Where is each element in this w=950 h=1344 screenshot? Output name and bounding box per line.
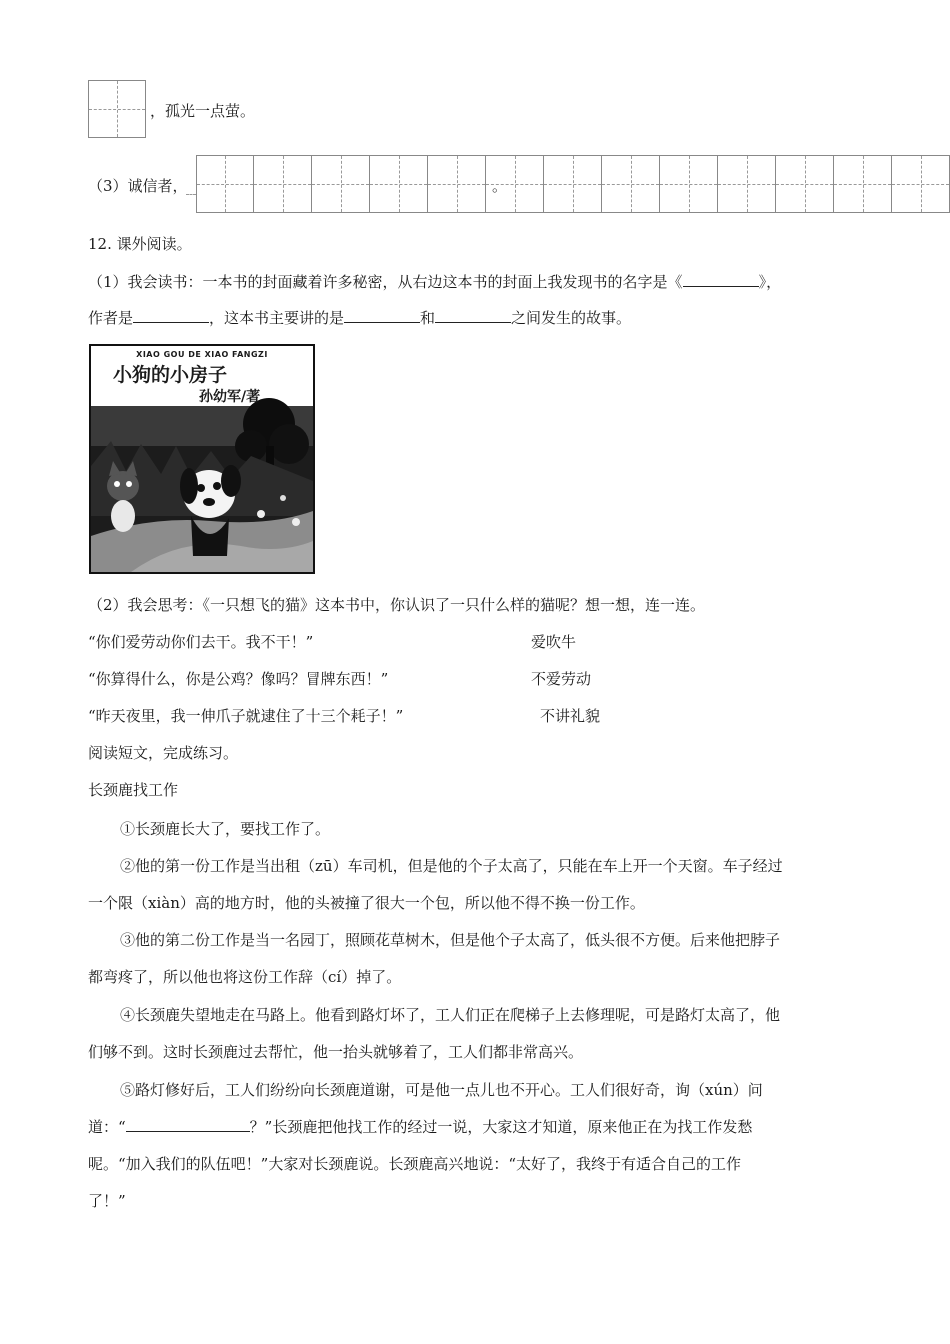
paragraph-5-text-b: ？”长颈鹿把他找工作的经过一说，大家这才知道，原来他正在为找工作发愁 xyxy=(249,1118,753,1136)
paragraph-3-line-1: ③他的第二份工作是当一名园丁，照顾花草树木，但是他个子太高了，低头很不方便。后来他把脖子 xyxy=(120,931,781,949)
paragraph-5-line-4: 了！” xyxy=(88,1192,126,1210)
grid-lead-dash xyxy=(186,184,196,202)
poem-line-text: ，孤光一点萤。 xyxy=(150,102,256,120)
cover-pinyin: XIAO GOU DE XIAO FANGZI xyxy=(136,350,268,359)
match-right-item: 爱吹牛 xyxy=(531,633,577,651)
passage-title: 长颈鹿找工作 xyxy=(88,781,179,799)
paragraph-3-line-2: 都弯疼了，所以他也将这份工作辞（cí）掉了。 xyxy=(88,968,402,986)
paragraph-5-text-a: 道：“ xyxy=(88,1118,126,1136)
part1-text-c: 作者是 xyxy=(88,309,134,327)
part1-text-f: 之间发生的故事。 xyxy=(511,309,632,327)
question-3-label: （3）诚信者， xyxy=(88,177,188,195)
question-12-part1-line2 xyxy=(88,307,631,328)
paragraph-2-line-2: 一个限（xiàn）高的地方时，他的头被撞了很大一个包，所以他不得不换一份工作。 xyxy=(88,894,645,912)
writing-grid-row[interactable] xyxy=(196,155,950,213)
book-cover-image xyxy=(89,344,315,574)
paragraph-5-line-2 xyxy=(88,1116,752,1137)
match-right-item: 不讲礼貌 xyxy=(540,707,601,725)
writing-grid-cell[interactable] xyxy=(312,155,370,213)
paragraph-5-line-3: 呢。“加入我们的队伍吧！”大家对长颈鹿说。长颈鹿高兴地说：“太好了，我终于有适合自己的工作 xyxy=(88,1155,742,1173)
writing-grid-cell[interactable] xyxy=(660,155,718,213)
writing-grid-cell[interactable] xyxy=(370,155,428,213)
writing-grid-cell[interactable] xyxy=(88,80,146,138)
question-12-part2: （2）我会思考：《一只想飞的猫》这本书中，你认识了一只什么样的猫呢？想一想，连一连。 xyxy=(88,596,706,614)
character-2-blank[interactable] xyxy=(435,308,511,323)
writing-grid-cell[interactable] xyxy=(892,155,950,213)
cover-title: 小狗的小房子 xyxy=(113,364,228,386)
match-right-item: 不爱劳动 xyxy=(531,670,592,688)
writing-grid-cell[interactable] xyxy=(196,155,254,213)
question-answer-blank[interactable] xyxy=(126,1117,250,1132)
part1-text-b: 》， xyxy=(758,273,782,291)
paragraph-4-line-2: 们够不到。这时长颈鹿过去帮忙，他一抬头就够着了，工人们都非常高兴。 xyxy=(88,1043,584,1061)
part1-text-d: ，这本书主要讲的是 xyxy=(209,309,345,327)
match-left-item: “昨天夜里，我一伸爪子就逮住了十三个耗子！” xyxy=(88,707,404,725)
question-12-part1-line1 xyxy=(88,271,781,292)
question-3-end: 。 xyxy=(492,177,508,195)
match-left-item: “你算得什么，你是公鸡？像吗？冒牌东西！” xyxy=(88,670,389,688)
paragraph-4-line-1: ④长颈鹿失望地走在马路上。他看到路灯坏了，工人们正在爬梯子上去修理呢，可是路灯太高了，他 xyxy=(120,1006,781,1024)
writing-grid-cell[interactable] xyxy=(544,155,602,213)
part1-text-a: （1）我会读书：一本书的封面藏着许多秘密，从右边这本书的封面上我发现书的名字是《 xyxy=(88,273,683,291)
cover-author: 孙幼军/著 xyxy=(199,389,261,405)
paragraph-1: ①长颈鹿长大了，要找工作了。 xyxy=(120,820,331,838)
writing-grid-cell[interactable] xyxy=(834,155,892,213)
writing-grid-cell[interactable] xyxy=(254,155,312,213)
writing-grid-cell[interactable] xyxy=(718,155,776,213)
book-title-blank[interactable] xyxy=(683,272,759,287)
character-1-blank[interactable] xyxy=(344,308,420,323)
reading-instruction: 阅读短文，完成练习。 xyxy=(88,744,239,762)
writing-grid-cell[interactable] xyxy=(602,155,660,213)
writing-grid-cell[interactable] xyxy=(776,155,834,213)
paragraph-5-line-1: ⑤路灯修好后，工人们纷纷向长颈鹿道谢，可是他一点儿也不开心。工人们很好奇，询（xún）问 xyxy=(120,1081,763,1099)
paragraph-2-line-1: ②他的第一份工作是当出租（zū）车司机，但是他的个子太高了，只能在车上开一个天窗。车子经过 xyxy=(120,857,783,875)
writing-grid-cell[interactable] xyxy=(428,155,486,213)
match-left-item: “你们爱劳动你们去干。我不干！” xyxy=(88,633,314,651)
part1-text-e: 和 xyxy=(420,309,436,327)
author-blank[interactable] xyxy=(133,308,209,323)
question-12-heading: 12. 课外阅读。 xyxy=(88,235,192,253)
